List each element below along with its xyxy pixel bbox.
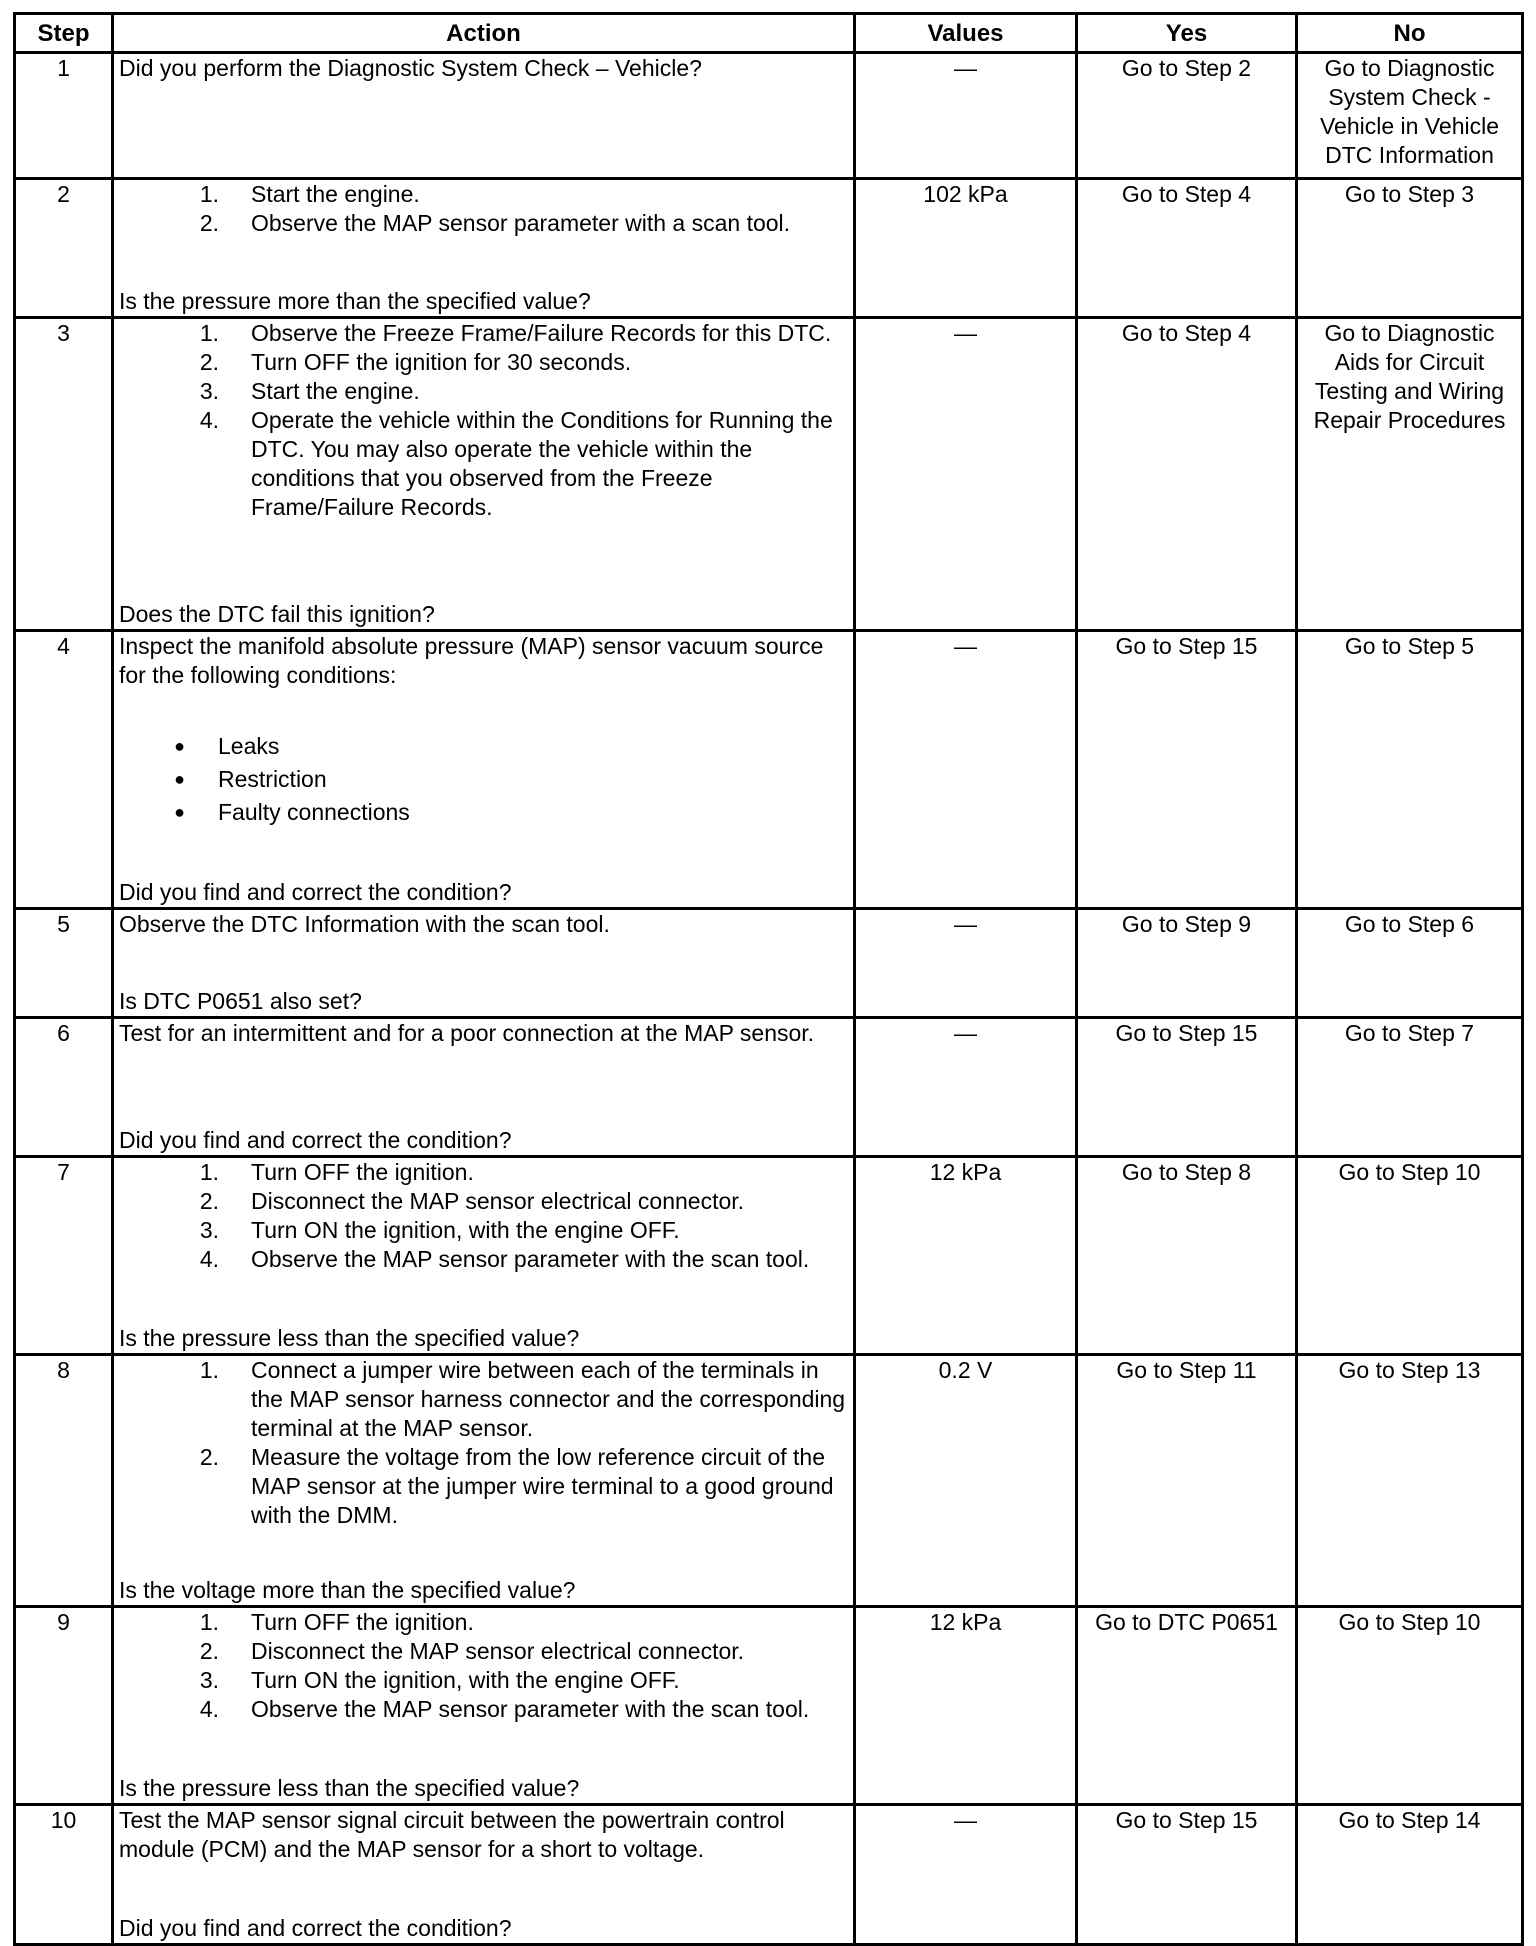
no-cell: Go to Step 5 <box>1297 631 1523 909</box>
header-step: Step <box>15 14 113 53</box>
list-item-text: Leaks <box>218 733 280 759</box>
list-item-number: 2. <box>199 210 219 236</box>
list-item <box>119 348 848 377</box>
list-item-text: Turn ON the ignition, with the engine OFF. <box>251 1667 680 1693</box>
list-item <box>119 1695 848 1724</box>
list-item <box>119 1666 848 1695</box>
yes-cell: Go to Step 8 <box>1077 1157 1297 1355</box>
list-item <box>119 1443 848 1530</box>
list-item-text: Operate the vehicle within the Conditions for Running the DTC. You may also operate the vehicle within the conditions that you observed from the Freeze Frame/Failure Records. <box>251 407 833 520</box>
table-row <box>15 1355 1523 1607</box>
list-item-number: 1. <box>199 1609 219 1635</box>
no-cell: Go to Diagnostic System Check - Vehicle in Vehicle DTC Information <box>1297 53 1523 179</box>
action-cell <box>113 53 855 179</box>
table-row <box>15 631 1523 909</box>
no-cell: Go to Diagnostic Aids for Circuit Testing and Wiring Repair Procedures <box>1297 318 1523 631</box>
list-item <box>119 730 848 763</box>
value-cell: — <box>855 631 1077 909</box>
no-cell: Go to Step 14 <box>1297 1805 1523 1945</box>
list-item <box>119 377 848 406</box>
action-cell <box>113 631 855 909</box>
step-number: 3 <box>15 318 113 631</box>
yes-cell: Go to Step 15 <box>1077 631 1297 909</box>
action-question: Did you find and correct the condition? <box>119 1915 512 1941</box>
list-item-text: Start the engine. <box>251 181 420 207</box>
header-yes: Yes <box>1077 14 1297 53</box>
value-cell: — <box>855 318 1077 631</box>
yes-cell: Go to DTC P0651 <box>1077 1607 1297 1805</box>
action-content <box>119 54 848 177</box>
step-number: 9 <box>15 1607 113 1805</box>
action-cell <box>113 909 855 1018</box>
list-item-number: 3. <box>199 1667 219 1693</box>
action-question: Is the voltage more than the specified value? <box>119 1577 576 1603</box>
value-cell: 102 kPa <box>855 179 1077 318</box>
bullet-icon: ● <box>174 736 185 756</box>
value-cell: — <box>855 909 1077 1018</box>
action-intro: Observe the DTC Information with the scan tool. <box>119 911 610 937</box>
list-item-text: Observe the MAP sensor parameter with a scan tool. <box>251 210 791 236</box>
action-content <box>119 1019 848 1155</box>
list-item <box>119 1158 848 1187</box>
step-number: 5 <box>15 909 113 1018</box>
yes-cell: Go to Step 4 <box>1077 318 1297 631</box>
list-item-number: 2. <box>199 1638 219 1664</box>
header-no: No <box>1297 14 1523 53</box>
table-row <box>15 53 1523 179</box>
step-number: 7 <box>15 1157 113 1355</box>
list-item-text: Disconnect the MAP sensor electrical connector. <box>251 1188 745 1214</box>
action-intro: Did you perform the Diagnostic System Check – Vehicle? <box>119 55 702 81</box>
list-item-number: 2. <box>199 349 219 375</box>
list-item <box>119 1608 848 1637</box>
list-item <box>119 1637 848 1666</box>
action-cell <box>113 1157 855 1355</box>
action-intro: Inspect the manifold absolute pressure (MAP) sensor vacuum source for the following conditions: <box>119 633 824 688</box>
action-content <box>119 180 848 316</box>
table-row <box>15 1157 1523 1355</box>
list-item-text: Turn OFF the ignition. <box>251 1159 474 1185</box>
list-item <box>119 1356 848 1443</box>
list-item-text: Turn OFF the ignition. <box>251 1609 474 1635</box>
value-cell: — <box>855 1018 1077 1157</box>
action-question: Is the pressure less than the specified value? <box>119 1325 580 1351</box>
list-item-text: Connect a jumper wire between each of the terminals in the MAP sensor harness connector and the corresponding terminal at the MAP sensor. <box>251 1357 846 1441</box>
list-item-number: 1. <box>199 1357 219 1383</box>
action-content <box>119 1806 848 1943</box>
action-intro: Test for an intermittent and for a poor connection at the MAP sensor. <box>119 1020 815 1046</box>
list-item-number: 1. <box>199 181 219 207</box>
list-item <box>119 1187 848 1216</box>
list-item-text: Observe the MAP sensor parameter with the scan tool. <box>251 1696 810 1722</box>
header-action: Action <box>113 14 855 53</box>
list-item <box>119 180 848 209</box>
condition-bullet-list <box>119 730 848 829</box>
list-item-text: Faulty connections <box>218 799 410 825</box>
list-item <box>119 796 848 829</box>
step-number: 2 <box>15 179 113 318</box>
action-question: Did you find and correct the condition? <box>119 879 512 905</box>
list-item <box>119 763 848 796</box>
list-item-text: Disconnect the MAP sensor electrical connector. <box>251 1638 745 1664</box>
list-item-text: Turn OFF the ignition for 30 seconds. <box>251 349 632 375</box>
table-body <box>15 53 1523 1945</box>
list-item <box>119 406 848 522</box>
yes-cell: Go to Step 15 <box>1077 1018 1297 1157</box>
list-item-number: 4. <box>199 1246 219 1272</box>
table-row <box>15 179 1523 318</box>
yes-cell: Go to Step 11 <box>1077 1355 1297 1607</box>
action-cell <box>113 1355 855 1607</box>
yes-cell: Go to Step 2 <box>1077 53 1297 179</box>
list-item <box>119 319 848 348</box>
action-content <box>119 1158 848 1353</box>
value-cell: 12 kPa <box>855 1157 1077 1355</box>
value-cell: 12 kPa <box>855 1607 1077 1805</box>
value-cell: — <box>855 1805 1077 1945</box>
list-item-text: Observe the Freeze Frame/Failure Records for this DTC. <box>251 320 832 346</box>
header-values: Values <box>855 14 1077 53</box>
list-item <box>119 209 848 238</box>
yes-cell: Go to Step 15 <box>1077 1805 1297 1945</box>
list-item-text: Start the engine. <box>251 378 420 404</box>
action-cell <box>113 318 855 631</box>
action-question: Is the pressure more than the specified value? <box>119 288 591 314</box>
bullet-icon: ● <box>174 769 185 789</box>
value-cell: 0.2 V <box>855 1355 1077 1607</box>
list-item-number: 4. <box>199 1696 219 1722</box>
step-number: 1 <box>15 53 113 179</box>
yes-cell: Go to Step 9 <box>1077 909 1297 1018</box>
list-item-number: 2. <box>199 1444 219 1470</box>
no-cell: Go to Step 7 <box>1297 1018 1523 1157</box>
header-row <box>15 14 1523 53</box>
table-row <box>15 1018 1523 1157</box>
action-steps-list <box>119 1608 848 1724</box>
list-item-text: Turn ON the ignition, with the engine OFF. <box>251 1217 680 1243</box>
action-steps-list <box>119 1158 848 1274</box>
table-row <box>15 909 1523 1018</box>
yes-cell: Go to Step 4 <box>1077 179 1297 318</box>
list-item-text: Measure the voltage from the low reference circuit of the MAP sensor at the jumper wire terminal to a good ground with the DMM. <box>251 1444 834 1528</box>
action-content <box>119 1608 848 1803</box>
table-row <box>15 1805 1523 1945</box>
action-cell <box>113 1805 855 1945</box>
step-number: 10 <box>15 1805 113 1945</box>
action-question: Is the pressure less than the specified value? <box>119 1775 580 1801</box>
action-steps-list <box>119 1356 848 1530</box>
action-intro: Test the MAP sensor signal circuit between the powertrain control module (PCM) and the MAP sensor for a short to voltage. <box>119 1807 785 1862</box>
action-steps-list <box>119 180 848 238</box>
action-question: Does the DTC fail this ignition? <box>119 601 435 627</box>
action-steps-list <box>119 319 848 522</box>
list-item-number: 3. <box>199 1217 219 1243</box>
action-cell <box>113 1018 855 1157</box>
diagnostic-table <box>13 12 1524 1946</box>
step-number: 4 <box>15 631 113 909</box>
action-cell <box>113 1607 855 1805</box>
list-item-number: 4. <box>199 407 219 433</box>
action-question: Is DTC P0651 also set? <box>119 988 362 1014</box>
no-cell: Go to Step 13 <box>1297 1355 1523 1607</box>
step-number: 8 <box>15 1355 113 1607</box>
bullet-icon: ● <box>174 802 185 822</box>
list-item-text: Observe the MAP sensor parameter with the scan tool. <box>251 1246 810 1272</box>
table-row <box>15 1607 1523 1805</box>
list-item <box>119 1245 848 1274</box>
value-cell: — <box>855 53 1077 179</box>
action-question: Did you find and correct the condition? <box>119 1127 512 1153</box>
list-item-number: 1. <box>199 320 219 346</box>
action-content <box>119 632 848 907</box>
action-content <box>119 319 848 629</box>
list-item <box>119 1216 848 1245</box>
table-row <box>15 318 1523 631</box>
no-cell: Go to Step 3 <box>1297 179 1523 318</box>
action-content <box>119 910 848 1016</box>
action-content <box>119 1356 848 1605</box>
no-cell: Go to Step 10 <box>1297 1607 1523 1805</box>
list-item-number: 3. <box>199 378 219 404</box>
list-item-text: Restriction <box>218 766 327 792</box>
list-item-number: 2. <box>199 1188 219 1214</box>
no-cell: Go to Step 10 <box>1297 1157 1523 1355</box>
step-number: 6 <box>15 1018 113 1157</box>
action-cell <box>113 179 855 318</box>
list-item-number: 1. <box>199 1159 219 1185</box>
no-cell: Go to Step 6 <box>1297 909 1523 1018</box>
